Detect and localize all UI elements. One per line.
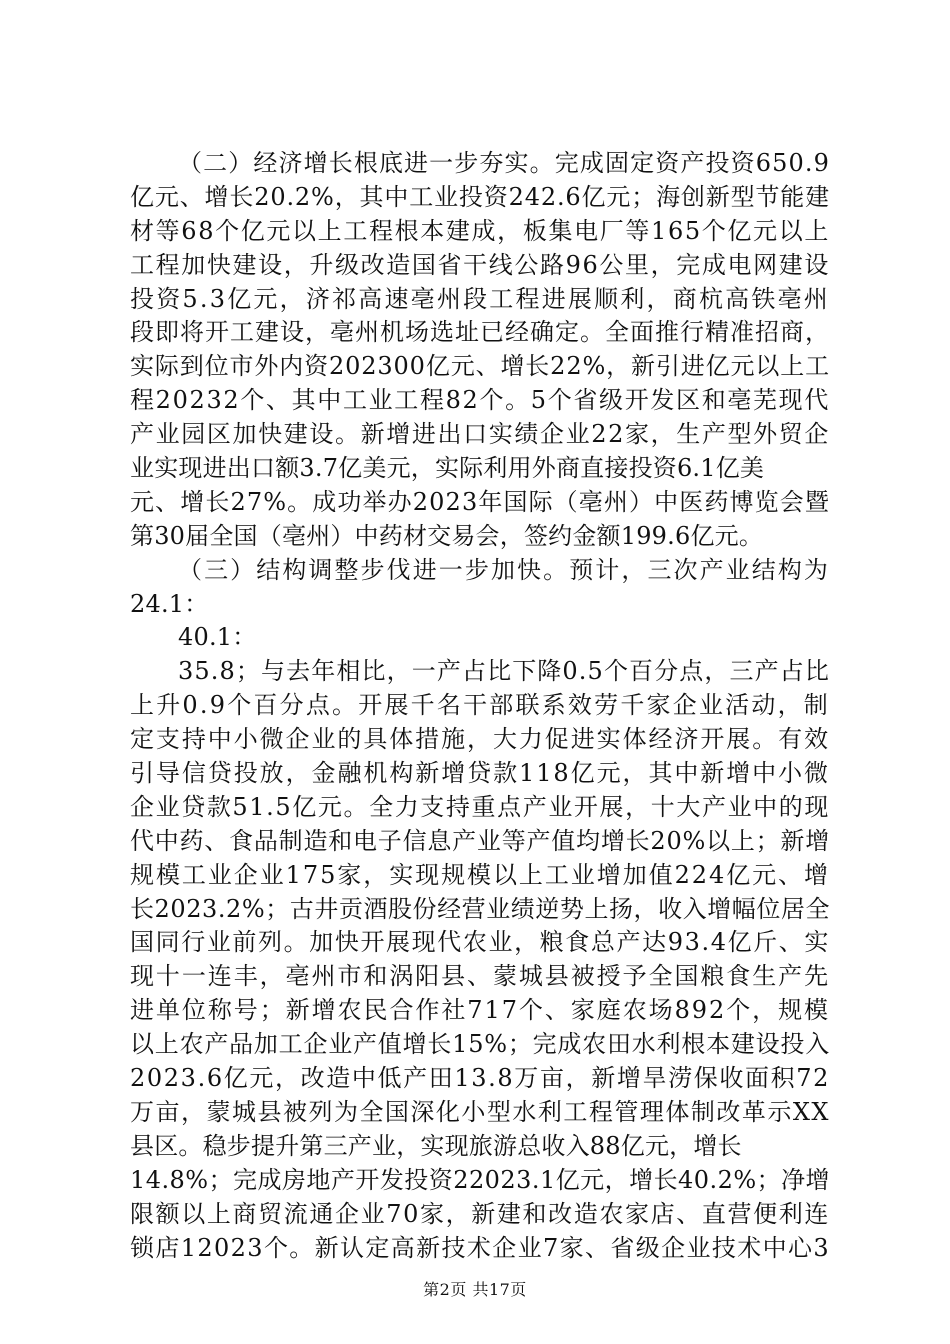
text-line: 工程加快建设，升级改造国省干线公路96公里，完成电网建设: [130, 250, 830, 279]
text-line: 县区。稳步提升第三产业，实现旅游总收入88亿元，增长: [130, 1131, 742, 1160]
text-line: 实际到位市外内资202300亿元、增长22%，新引进亿元以上工: [130, 352, 830, 381]
text-line: 代中药、食品制造和电子信息产业等产值均增长20%以上；新增: [130, 826, 830, 855]
text-line: 业实现进出口额3.7亿美元，实际利用外商直接投资6.1亿美: [130, 454, 765, 483]
text-line: 企业贷款51.5亿元。全力支持重点产业开展，十大产业中的现: [130, 792, 830, 821]
text-line: 程20232个、其中工业工程82个。5个省级开发区和亳芜现代: [130, 386, 830, 415]
document-body: [130, 147, 830, 1265]
text-line: 规模工业企业175家，实现规模以上工业增加值224亿元、增: [130, 860, 830, 889]
text-line: 锁店12023个。新认定高新技术企业7家、省级企业技术中心3: [130, 1233, 830, 1262]
text-line: 产业园区加快建设。新增进出口实绩企业22家，生产型外贸企: [130, 420, 830, 449]
page-footer: 第2页 共17页: [423, 1280, 527, 1299]
text-line: 万亩，蒙城县被列为全国深化小型水利工程管理体制改革示XX: [130, 1097, 830, 1126]
text-line: 定支持中小微企业的具体措施，大力促进实体经济开展。有效: [130, 725, 830, 754]
text-line: （三）结构调整步伐进一步加快。预计，三次产业结构为: [178, 555, 830, 584]
text-line: 亿元、增长20.2%，其中工业投资242.6亿元；海创新型节能建: [130, 182, 830, 211]
text-line: 14.8%；完成房地产开发投资22023.1亿元，增长40.2%；净增: [130, 1165, 830, 1194]
text-line: 第30届全国（亳州）中药材交易会，签约金额199.6亿元。: [130, 521, 764, 550]
text-line: 40.1：: [178, 623, 257, 652]
text-line: 材等68个亿元以上工程根本建成，板集电厂等165个亿元以上: [130, 216, 830, 245]
text-line: （二）经济增长根底进一步夯实。完成固定资产投资650.9: [178, 149, 830, 177]
text-line: 现十一连丰，亳州市和涡阳县、蒙城县被授予全国粮食生产先: [130, 962, 830, 991]
text-line: 2023.6亿元，改造中低产田13.8万亩，新增旱涝保收面积72: [130, 1064, 830, 1093]
text-line: 长2023.2%；古井贡酒股份经营业绩逆势上扬，收入增幅位居全: [130, 894, 830, 923]
text-line: 限额以上商贸流通企业70家，新建和改造农家店、直营便利连: [130, 1199, 830, 1228]
text-line: 24.1：: [130, 589, 209, 618]
text-line: 进单位称号；新增农民合作社717个、家庭农场892个，规模: [130, 996, 830, 1025]
text-line: 元、增长27%。成功举办2023年国际（亳州）中医药博览会暨: [130, 487, 830, 516]
text-line: 以上农产品加工企业产值增长15%；完成农田水利根本建设投入: [130, 1030, 830, 1059]
text-line: 投资5.3亿元，济祁高速亳州段工程进展顺利，商杭高铁亳州: [130, 284, 830, 313]
text-line: 上升0.9个百分点。开展千名干部联系效劳千家企业活动，制: [130, 691, 830, 720]
text-line: 引导信贷投放，金融机构新增贷款118亿元，其中新增中小微: [130, 759, 830, 788]
text-line: 国同行业前列。加快开展现代农业，粮食总产达93.4亿斤、实: [130, 928, 830, 957]
text-line: 段即将开工建设，亳州机场选址已经确定。全面推行精准招商，: [130, 318, 830, 347]
text-line: 35.8；与去年相比，一产占比下降0.5个百分点，三产占比: [178, 657, 830, 686]
